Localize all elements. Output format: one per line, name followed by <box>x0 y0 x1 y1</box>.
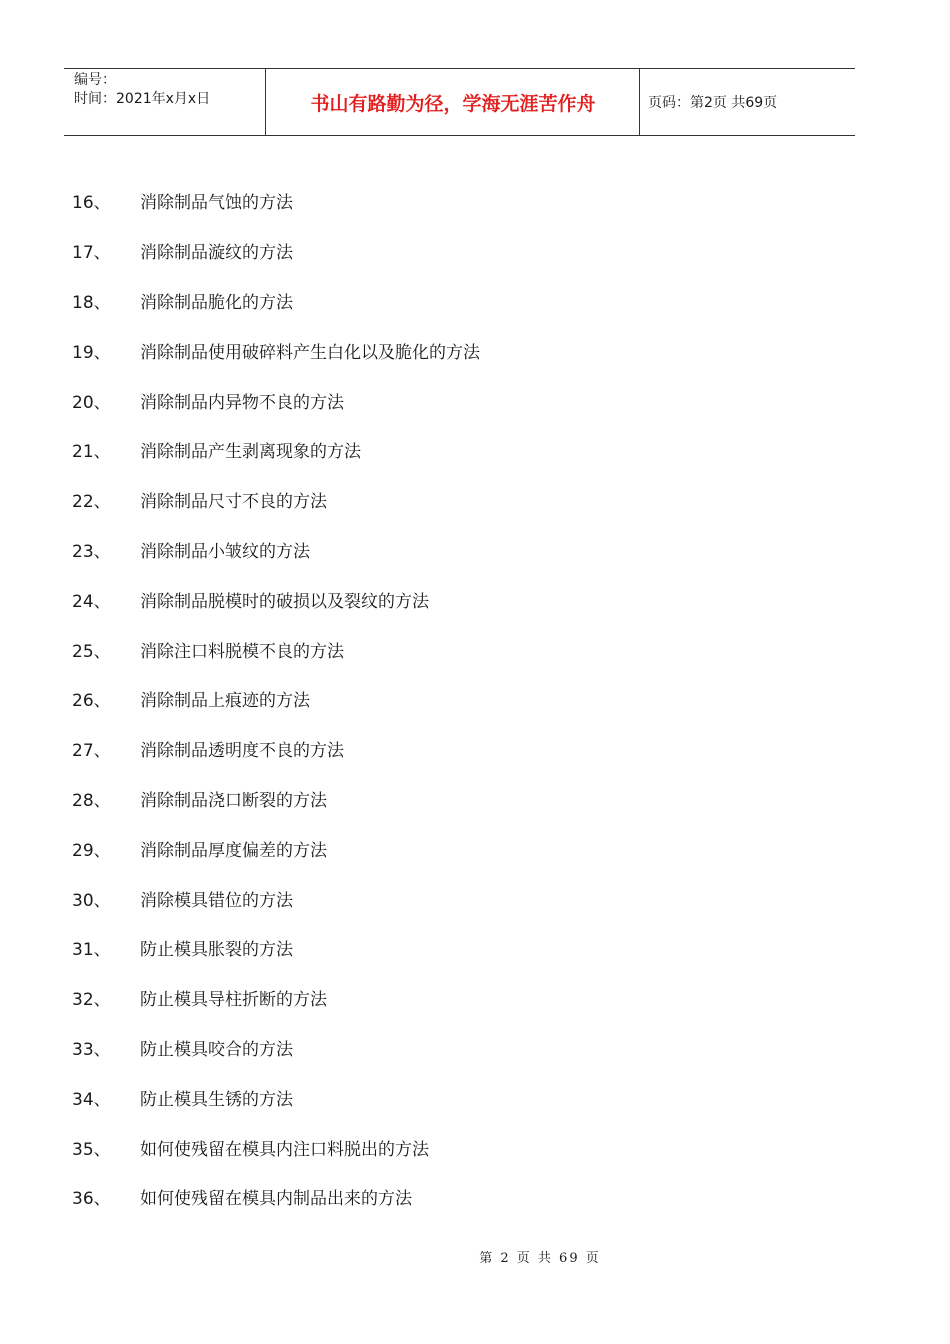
toc-item <box>72 1172 480 1222</box>
toc-item-number: 26、 <box>72 691 111 712</box>
toc-item <box>72 973 480 1023</box>
toc-item-title: 消除制品气蚀的方法 <box>140 193 293 214</box>
page-header <box>64 68 855 136</box>
toc-item-number: 36、 <box>72 1189 111 1210</box>
header-divider-right <box>639 69 640 135</box>
toc-item-title: 消除制品脱模时的破损以及裂纹的方法 <box>140 591 429 612</box>
toc-item-title: 消除制品尺寸不良的方法 <box>140 492 327 513</box>
toc-item <box>72 226 480 276</box>
toc-item-number: 17、 <box>72 243 111 264</box>
header-page-info: 页码：第2页 共69页 <box>648 95 778 111</box>
toc-item <box>72 674 480 724</box>
toc-item-number: 32、 <box>72 990 111 1011</box>
toc-item-title: 消除制品产生剥离现象的方法 <box>140 442 361 463</box>
toc-item <box>72 1072 480 1122</box>
toc-item <box>72 624 480 674</box>
toc-item-title: 消除制品脆化的方法 <box>140 292 293 313</box>
toc-item-title: 消除制品使用破碎料产生白化以及脆化的方法 <box>140 342 480 363</box>
toc-item <box>72 574 480 624</box>
toc-item-number: 23、 <box>72 541 111 562</box>
toc-item <box>72 525 480 575</box>
toc-item-title: 消除制品小皱纹的方法 <box>140 541 310 562</box>
toc-item <box>72 1023 480 1073</box>
toc-item-title: 防止模具生锈的方法 <box>140 1089 293 1110</box>
toc-item-number: 35、 <box>72 1139 111 1160</box>
toc-item-number: 21、 <box>72 442 111 463</box>
toc-item <box>72 475 480 525</box>
toc-item-number: 20、 <box>72 392 111 413</box>
toc-item-number: 18、 <box>72 292 111 313</box>
toc-item-title: 消除制品透明度不良的方法 <box>140 741 344 762</box>
toc-item-title: 如何使残留在模具内注口料脱出的方法 <box>140 1139 429 1160</box>
toc-item <box>72 823 480 873</box>
page-footer: 第 2 页 共 69 页 <box>479 1251 601 1266</box>
toc-item-title: 防止模具胀裂的方法 <box>140 940 293 961</box>
toc-item <box>72 923 480 973</box>
time-label: 时间：2021年x月x日 <box>74 91 211 107</box>
toc-item-title: 消除制品漩纹的方法 <box>140 243 293 264</box>
toc-list <box>72 176 480 1222</box>
toc-item-number: 24、 <box>72 591 111 612</box>
toc-item <box>72 1122 480 1172</box>
toc-item-title: 防止模具咬合的方法 <box>140 1039 293 1060</box>
toc-item <box>72 774 480 824</box>
header-meta <box>74 71 210 109</box>
toc-item <box>72 375 480 425</box>
toc-item <box>72 176 480 226</box>
toc-item-number: 22、 <box>72 492 111 513</box>
toc-item-number: 27、 <box>72 741 111 762</box>
header-motto: 书山有路勤为径，学海无涯苦作舟 <box>310 92 596 115</box>
toc-item <box>72 724 480 774</box>
toc-item-number: 19、 <box>72 342 111 363</box>
toc-item-title: 消除制品浇口断裂的方法 <box>140 790 327 811</box>
toc-item-title: 消除制品上痕迹的方法 <box>140 691 310 712</box>
toc-item <box>72 325 480 375</box>
toc-item-number: 31、 <box>72 940 111 961</box>
toc-item-title: 防止模具导柱折断的方法 <box>140 990 327 1011</box>
toc-item-title: 如何使残留在模具内制品出来的方法 <box>140 1189 412 1210</box>
toc-item-number: 34、 <box>72 1089 111 1110</box>
toc-item-title: 消除模具错位的方法 <box>140 890 293 911</box>
toc-item <box>72 873 480 923</box>
toc-item <box>72 276 480 326</box>
toc-item-number: 29、 <box>72 840 111 861</box>
toc-item-title: 消除制品内异物不良的方法 <box>140 392 344 413</box>
number-label: 编号： <box>74 72 116 88</box>
toc-item-number: 33、 <box>72 1039 111 1060</box>
toc-item-number: 30、 <box>72 890 111 911</box>
toc-item-number: 16、 <box>72 193 111 214</box>
toc-item-number: 25、 <box>72 641 111 662</box>
toc-item-title: 消除制品厚度偏差的方法 <box>140 840 327 861</box>
toc-item <box>72 425 480 475</box>
toc-item-title: 消除注口料脱模不良的方法 <box>140 641 344 662</box>
toc-item-number: 28、 <box>72 790 111 811</box>
